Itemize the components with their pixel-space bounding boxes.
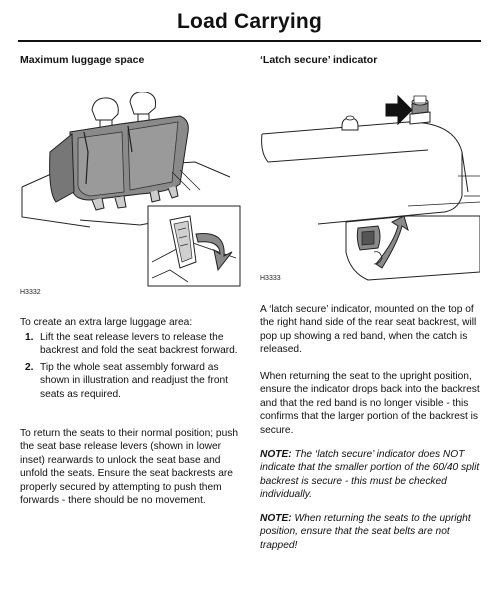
return-seats-text: To return the seats to their normal position; push the seat base release levers (shown in lower inset) rearwards to unlock the seat base and unfold the seats. Ensure the seat backrests are properly secured by attempting to push them forwards - there should be no movement. <box>20 428 239 507</box>
step-text: Lift the seat release levers to release the backrest and fold the seat backrest forward. <box>40 332 238 357</box>
luggage-space-heading: Maximum luggage space <box>20 54 145 66</box>
note-text: When returning the seats to the upright position, ensure that the seat belts are not trapped! <box>260 513 471 551</box>
figure-code-left: H3332 <box>20 289 41 296</box>
indicator-description-text: A ‘latch secure’ indicator, mounted on the top of the right hand side of the rear seat backrest, will pop up showing a red band, when the catch is released. <box>260 304 477 356</box>
note-text: The ‘latch secure’ indicator does NOT indicate that the smaller portion of the 60/40 split backrest is secure - this must be checked individually. <box>260 449 480 501</box>
luggage-intro-text: To create an extra large luggage area: <box>20 317 193 328</box>
figure-code-right: H3333 <box>260 275 281 282</box>
title-rule <box>18 40 481 42</box>
note-label: NOTE: <box>260 513 292 524</box>
folded-seat-illustration <box>20 92 246 302</box>
step-number: 1. <box>25 332 34 343</box>
list-item <box>20 361 248 401</box>
list-item <box>20 331 248 358</box>
fold-steps-list <box>20 331 248 404</box>
page-title: Load Carrying <box>177 10 322 33</box>
upright-position-text: When returning the seat to the upright position, ensure the indicator drops back into the backrest and that the red band is no longer visible - this confirms that the larger portion of the backrest is secure. <box>260 371 480 436</box>
note-label: NOTE: <box>260 449 292 460</box>
note-seat-belts <box>260 512 482 552</box>
step-number: 2. <box>25 361 34 373</box>
latch-indicator-illustration <box>258 92 480 288</box>
note-split-backrest <box>260 448 482 502</box>
step-text: Tip the whole seat assembly forward as shown in illustration and readjust the front seats as required. <box>40 361 229 400</box>
latch-indicator-heading: ‘Latch secure’ indicator <box>260 54 378 66</box>
